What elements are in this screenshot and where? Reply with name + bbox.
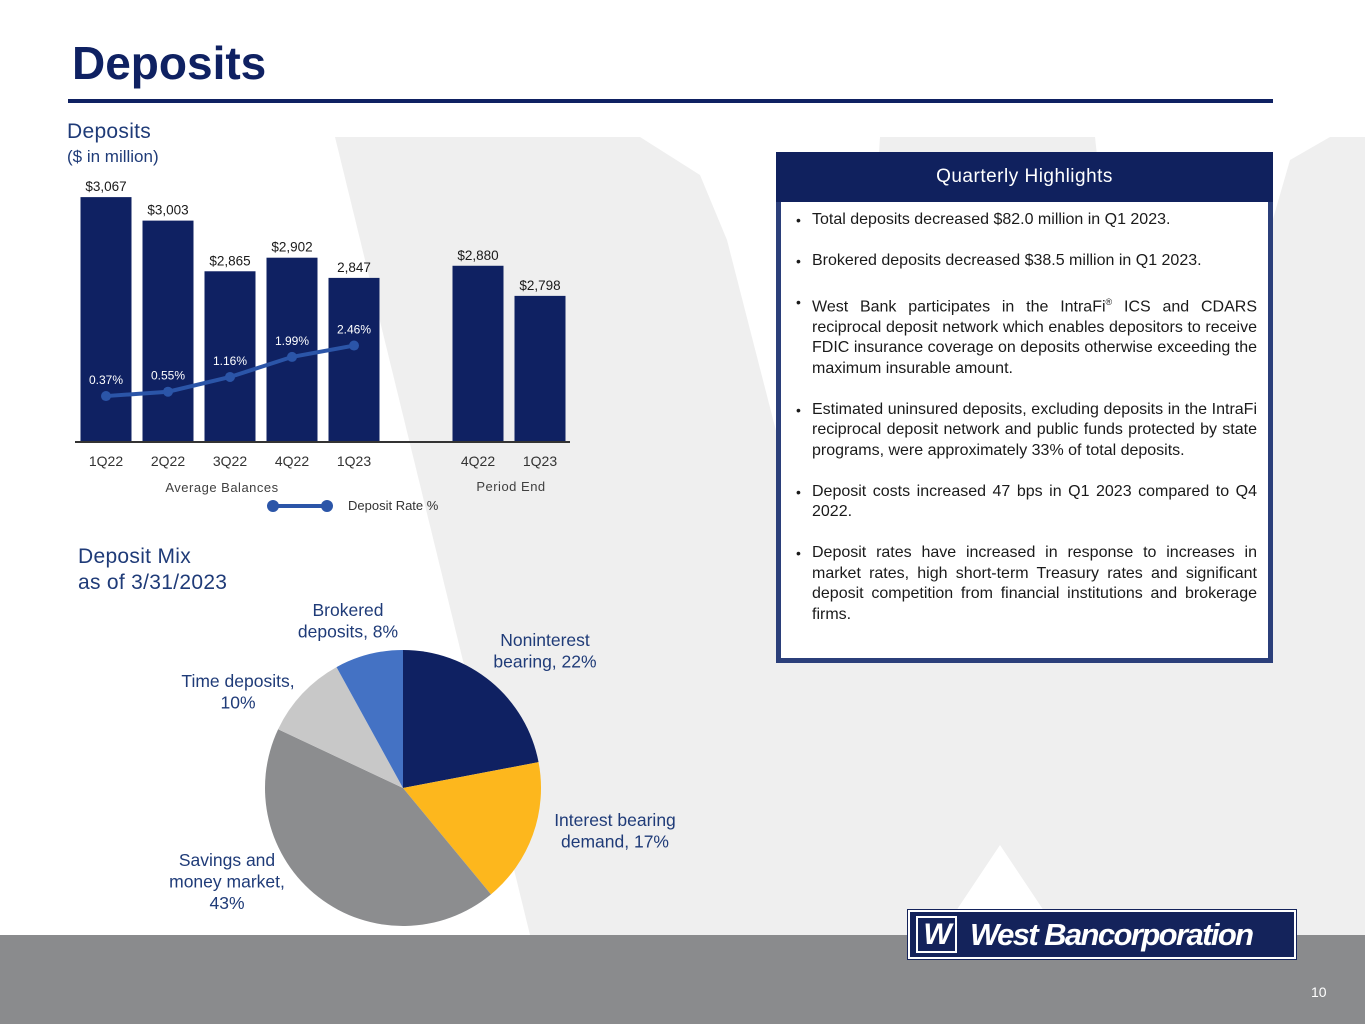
bar-1q22-0: [81, 197, 132, 442]
highlight-text: Deposit rates have increased in response to increases in market rates, high short-term Treasury rates and significant deposit competition from financial institutions and brokerage firms.: [812, 544, 1257, 623]
highlight-item: [812, 400, 1257, 462]
x-tick-label: 1Q22: [88, 453, 124, 469]
bar-marks: [81, 179, 566, 442]
legend-label: Deposit Rate %: [348, 498, 439, 513]
x-tick-label: 4Q22: [274, 453, 310, 469]
page-number: 10: [1311, 984, 1327, 1000]
group-label-period-end: Period End: [476, 479, 546, 494]
logo-mark: W: [916, 916, 957, 953]
bar-4q22-5: [453, 266, 504, 442]
highlight-item: [812, 543, 1257, 625]
highlights-header: Quarterly Highlights: [776, 152, 1273, 202]
legend: [267, 498, 439, 513]
pie-slice-label: Interest bearing demand, 17%: [554, 810, 676, 852]
bar-2q22-1: [143, 221, 194, 442]
mix-chart-title: Deposit Mix: [78, 545, 191, 568]
bar-value-label: $2,798: [519, 277, 561, 293]
x-tick-label: 1Q23: [522, 453, 558, 469]
bar-1q23-4: [329, 278, 380, 442]
highlight-text: Total deposits decreased $82.0 million in Q1 2023.: [812, 211, 1171, 228]
registered-mark: ®: [1105, 297, 1113, 307]
x-tick-label: 2Q22: [150, 453, 186, 469]
page-title: Deposits: [72, 37, 267, 89]
rate-point: [163, 387, 173, 397]
bar-value-label: $2,865: [209, 253, 251, 269]
bar-4q22-3: [267, 258, 318, 442]
rate-label: 2.46%: [336, 322, 372, 337]
rate-point: [101, 391, 111, 401]
x-tick-label: 3Q22: [212, 453, 248, 469]
legend-marker-left: [267, 500, 279, 512]
bar-value-label: $3,067: [85, 179, 127, 195]
deposits-chart-subtitle: ($ in million): [67, 147, 159, 166]
highlight-text: West Bank participates in the IntraFi: [812, 298, 1106, 316]
x-tick-label: 1Q23: [336, 453, 372, 469]
bar-value-label: $2,902: [271, 239, 313, 255]
rate-label: 1.99%: [274, 333, 310, 348]
pie-slice-label: Brokered deposits, 8%: [297, 600, 399, 642]
highlight-item: [812, 251, 1257, 272]
pie-slice-label: Noninterest bearing, 22%: [493, 630, 597, 672]
highlight-text: Estimated uninsured deposits, excluding deposits in the IntraFi reciprocal deposit network and public funds protected by state programs, were approximately 33% of total deposits.: [812, 400, 1257, 459]
quarterly-highlights-panel: [776, 152, 1273, 663]
highlight-item: [812, 210, 1257, 231]
logo-text: West Bancorporation: [970, 916, 1253, 952]
rate-label: 0.37%: [88, 373, 124, 388]
x-tick-label: 4Q22: [460, 453, 496, 469]
bar-value-label: $2,880: [457, 247, 499, 263]
pie-slices: [265, 650, 541, 926]
mix-chart-subtitle: as of 3/31/2023: [78, 571, 228, 594]
rate-point: [225, 372, 235, 382]
bar-value-label: $3,003: [147, 202, 189, 218]
rate-point: [287, 352, 297, 362]
deposits-bar-chart: [60, 165, 600, 520]
highlight-text: ICS and CDARS reciprocal deposit network which enables depositors to receive FDIC insurance coverage on deposits otherwise exceeding the maximum insurable amount.: [812, 298, 1257, 377]
highlight-item: [812, 482, 1257, 523]
bar-1q23-6: [515, 296, 566, 442]
highlight-item: [812, 292, 1257, 379]
pie-slice-label: Savings and money market, 43%: [169, 850, 285, 913]
rate-label: 0.55%: [150, 368, 186, 383]
highlight-text: Deposit costs increased 47 bps in Q1 2023 compared to Q4 2022.: [812, 482, 1257, 521]
bar-value-label: 2,847: [337, 259, 371, 275]
rate-label: 1.16%: [212, 353, 248, 368]
deposits-chart-title: Deposits: [67, 120, 152, 143]
west-bancorporation-logo: [908, 910, 1296, 959]
legend-marker-right: [321, 500, 333, 512]
x-tick-labels: [89, 453, 557, 469]
highlight-text: Brokered deposits decreased $38.5 million in Q1 2023.: [812, 252, 1202, 269]
deposit-mix-pie-chart: [140, 590, 720, 940]
rate-point: [349, 341, 359, 351]
title-divider: [68, 99, 1273, 103]
group-label-average-balances: Average Balances: [165, 480, 279, 495]
highlights-list: [781, 202, 1268, 625]
pie-slice-label: Time deposits, 10%: [181, 671, 295, 713]
